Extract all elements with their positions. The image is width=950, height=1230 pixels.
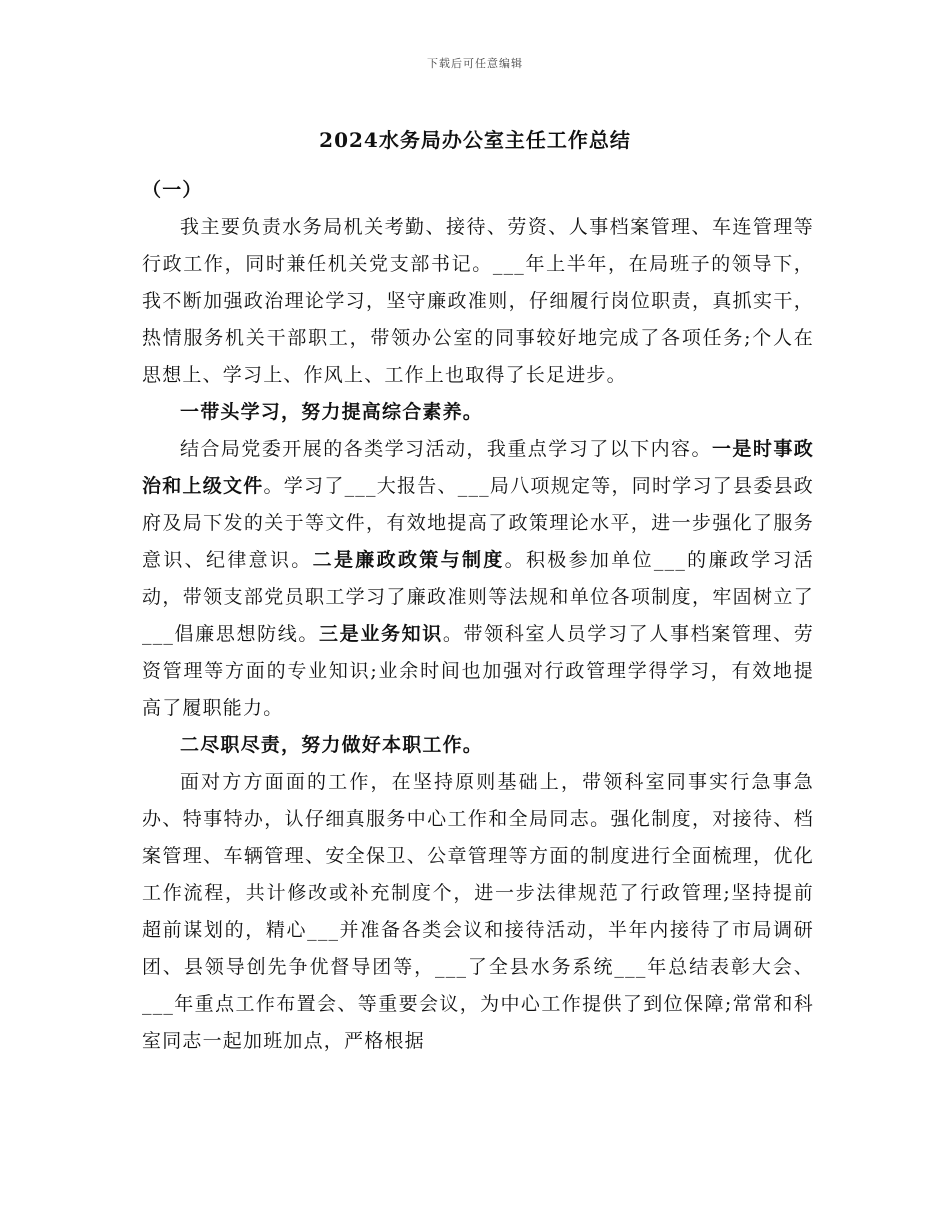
paragraph-study-bold-3: 三是业务知识 [319, 623, 443, 645]
document-title: 2024水务局办公室主任工作总结 [319, 128, 631, 152]
paragraph-study-text-3: 。积极参加单位___的廉政学习活动，带领支部党员职工学习了廉政准则等法规和单位各项制度，牢固树立了___倡廉思想防线。 [142, 549, 814, 645]
page-header-note: 下载后可任意编辑 [427, 57, 523, 70]
paragraph-study-bold-2: 二是廉政政策与制度 [312, 549, 505, 571]
paragraph-duty: 面对方方面面的工作，在坚持原则基础上，带领科室同事实行急事急办、特事特办，认仔细真服务中心工作和全局同志。强化制度，对接待、档案管理、车辆管理、安全保卫、公章管理等方面的制度进行全面梳理，优化工作流程，共计修改或补充制度个，进一步法律规范了行政管理;坚持提前超前谋划的，精心___并准备各类会议和接待活动，半年内接待了市局调研团、县领导创先争优督导团等，___了全县水务系统___年总结表彰大会、___年重点工作布置会、等重要会议，为中心工作提供了到位保障;常常和科室同志一起加班加点，严格根据 [142, 771, 814, 1052]
paragraph-study-text-4: 。带领科室人员学习了人事档案管理、劳资管理等方面的专业知识;业余时间也加强对行政管理学得学习，有效地提高了履职能力。 [142, 623, 814, 719]
heading-duty: 二尽职尽责，努力做好本职工作。 [180, 734, 484, 756]
paragraph-study-text-2: 。学习了___大报告、___局八项规定等，同时学习了县委县政府及局下发的关于等文件，有效地提高了政策理论水平，进一步强化了服务意识、纪律意识。 [142, 475, 814, 571]
section-number: （一） [142, 179, 203, 201]
paragraph-intro: 我主要负责水务局机关考勤、接待、劳资、人事档案管理、车连管理等行政工作，同时兼任机关党支部书记。___年上半年，在局班子的领导下，我不断加强政治理论学习，坚守廉政准则，仔细履行岗位职责，真抓实干，热情服务机关干部职工，带领办公室的同事较好地完成了各项任务;个人在思想上、学习上、作风上、工作上也取得了长足进步。 [142, 216, 814, 386]
paragraph-study [142, 431, 814, 727]
document-body [142, 172, 814, 1060]
paragraph-study-text-1: 结合局党委开展的各类学习活动，我重点学习了以下内容。 [180, 438, 712, 460]
heading-study: 一带头学习，努力提高综合素养。 [180, 401, 484, 423]
paragraph-study-bold-1: 一是时事政治和上级文件 [142, 438, 814, 497]
